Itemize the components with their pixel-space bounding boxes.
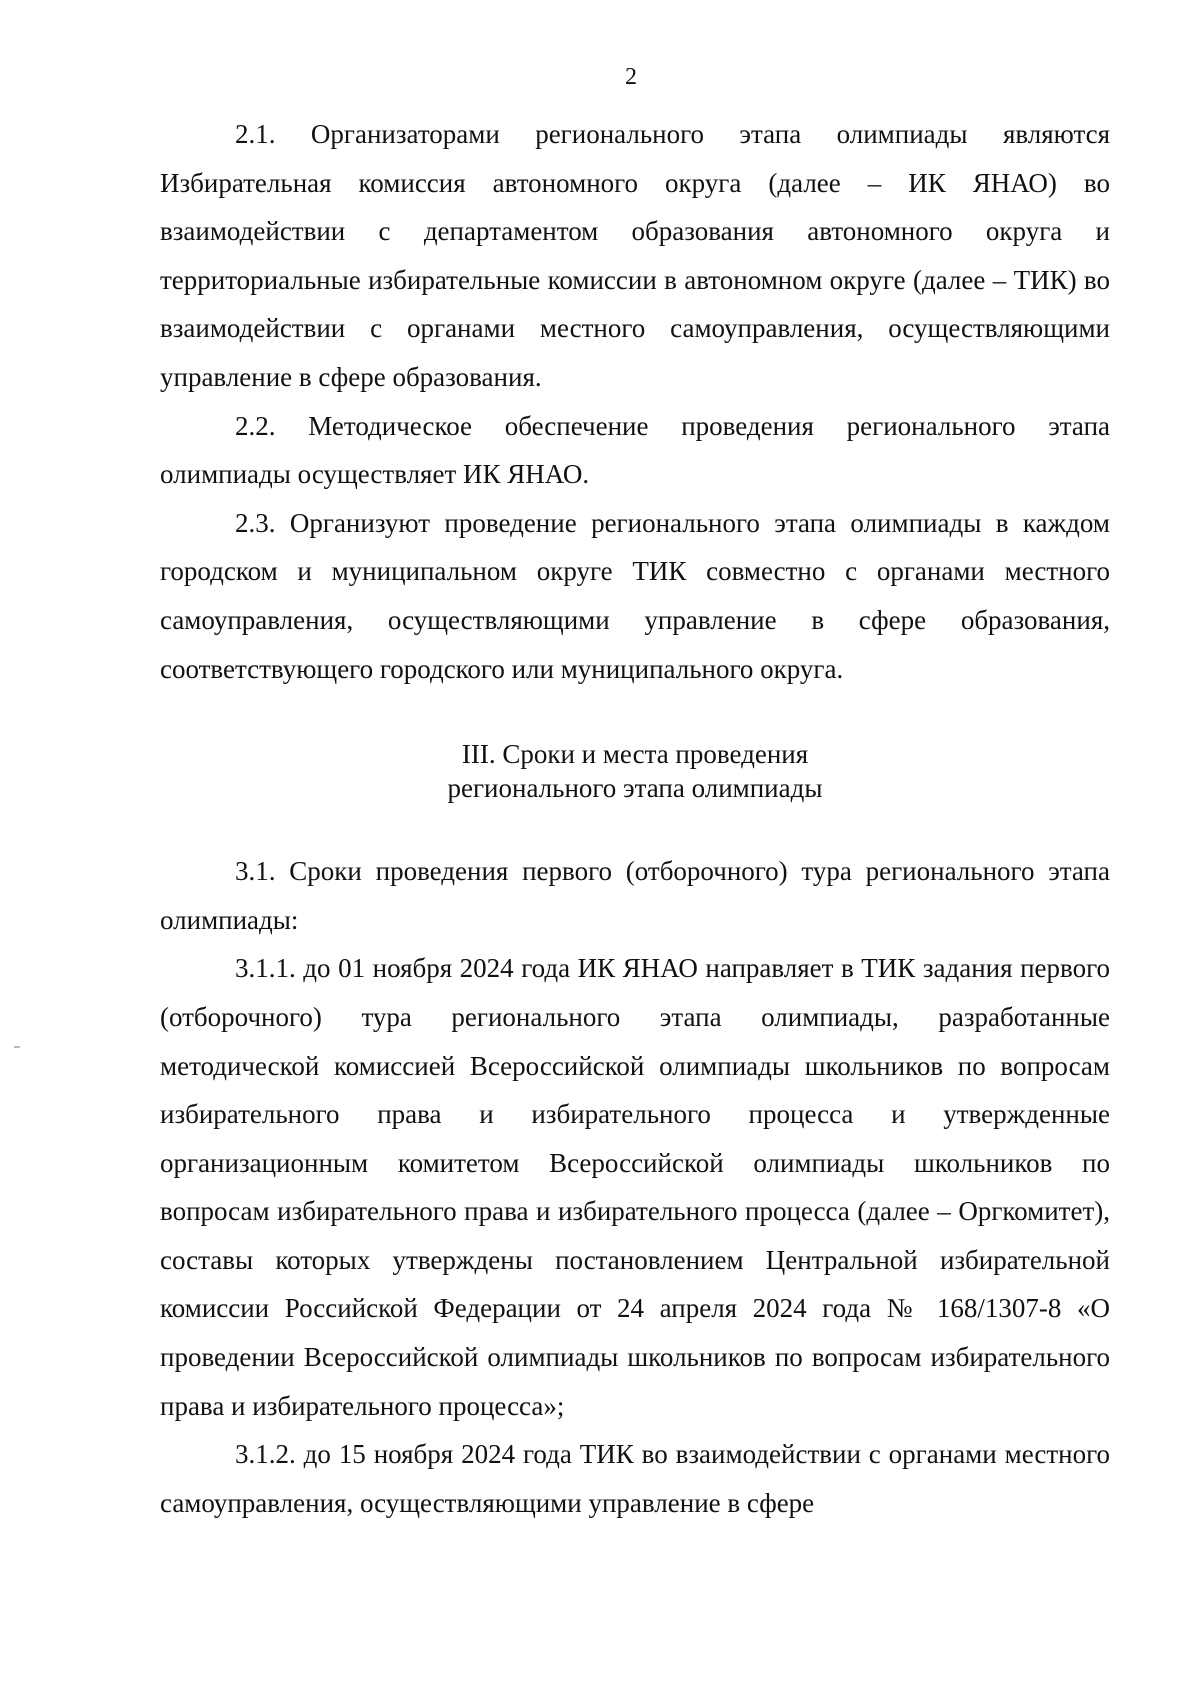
paragraph-2-3: 2.3. Организуют проведение регионального этапа олимпиады в каждом городском и муниципальном округе ТИК совместно с органами местного самоуправления, осуществляющими управление в сфере образования, соответствующего городского или муниципального округа. bbox=[160, 507, 1110, 684]
document-body bbox=[160, 110, 1110, 1527]
section-3-heading-line-2: регионального этапа олимпиады bbox=[447, 773, 823, 804]
paragraph-3-1: 3.1. Сроки проведения первого (отборочного) тура регионального этапа олимпиады: bbox=[160, 856, 1110, 935]
scan-mark bbox=[14, 1046, 20, 1048]
section-3-heading-line-1: III. Сроки и места проведения bbox=[461, 739, 809, 770]
spacer bbox=[160, 693, 1110, 737]
page-number: 2 bbox=[625, 64, 637, 90]
paragraph-2-1: 2.1. Организаторами регионального этапа олимпиады являются Избирательная комиссия автономного округа (далее – ИК ЯНАО) во взаимодействии с департаментом образования автономного округа и территориальные избирательные комиссии в автономном округе (далее – ТИК) во взаимодействии с органами местного самоуправления, осуществляющими управление в сфере образования. bbox=[160, 119, 1110, 392]
paragraph-2-2: 2.2. Методическое обеспечение проведения регионального этапа олимпиады осуществляет ИК ЯНАО. bbox=[160, 410, 1110, 490]
paragraph-3-1-1: 3.1.1. до 01 ноября 2024 года ИК ЯНАО направляет в ТИК задания первого (отборочного) тура регионального этапа олимпиады, разработанные методической комиссией Всероссийской олимпиады школьников по вопросам избирательного права и избирательного процесса и утвержденные организационным комитетом Всероссийской олимпиады школьников по вопросам избирательного права и избирательного процесса (далее – Оргкомитет), составы которых утверждены постановлением Центральной избирательной комиссии Российской Федерации от 24 апреля 2024 года № 168/1307-8 «О проведении Всероссийской олимпиады школьников по вопросам избирательного права и избирательного процесса»; bbox=[160, 953, 1110, 1421]
spacer bbox=[160, 805, 1110, 847]
paragraph-3-1-2: 3.1.2. до 15 ноября 2024 года ТИК во взаимодействии с органами местного самоуправления, осуществляющими управление в сфере bbox=[160, 1439, 1110, 1518]
section-3-heading bbox=[160, 737, 1110, 805]
